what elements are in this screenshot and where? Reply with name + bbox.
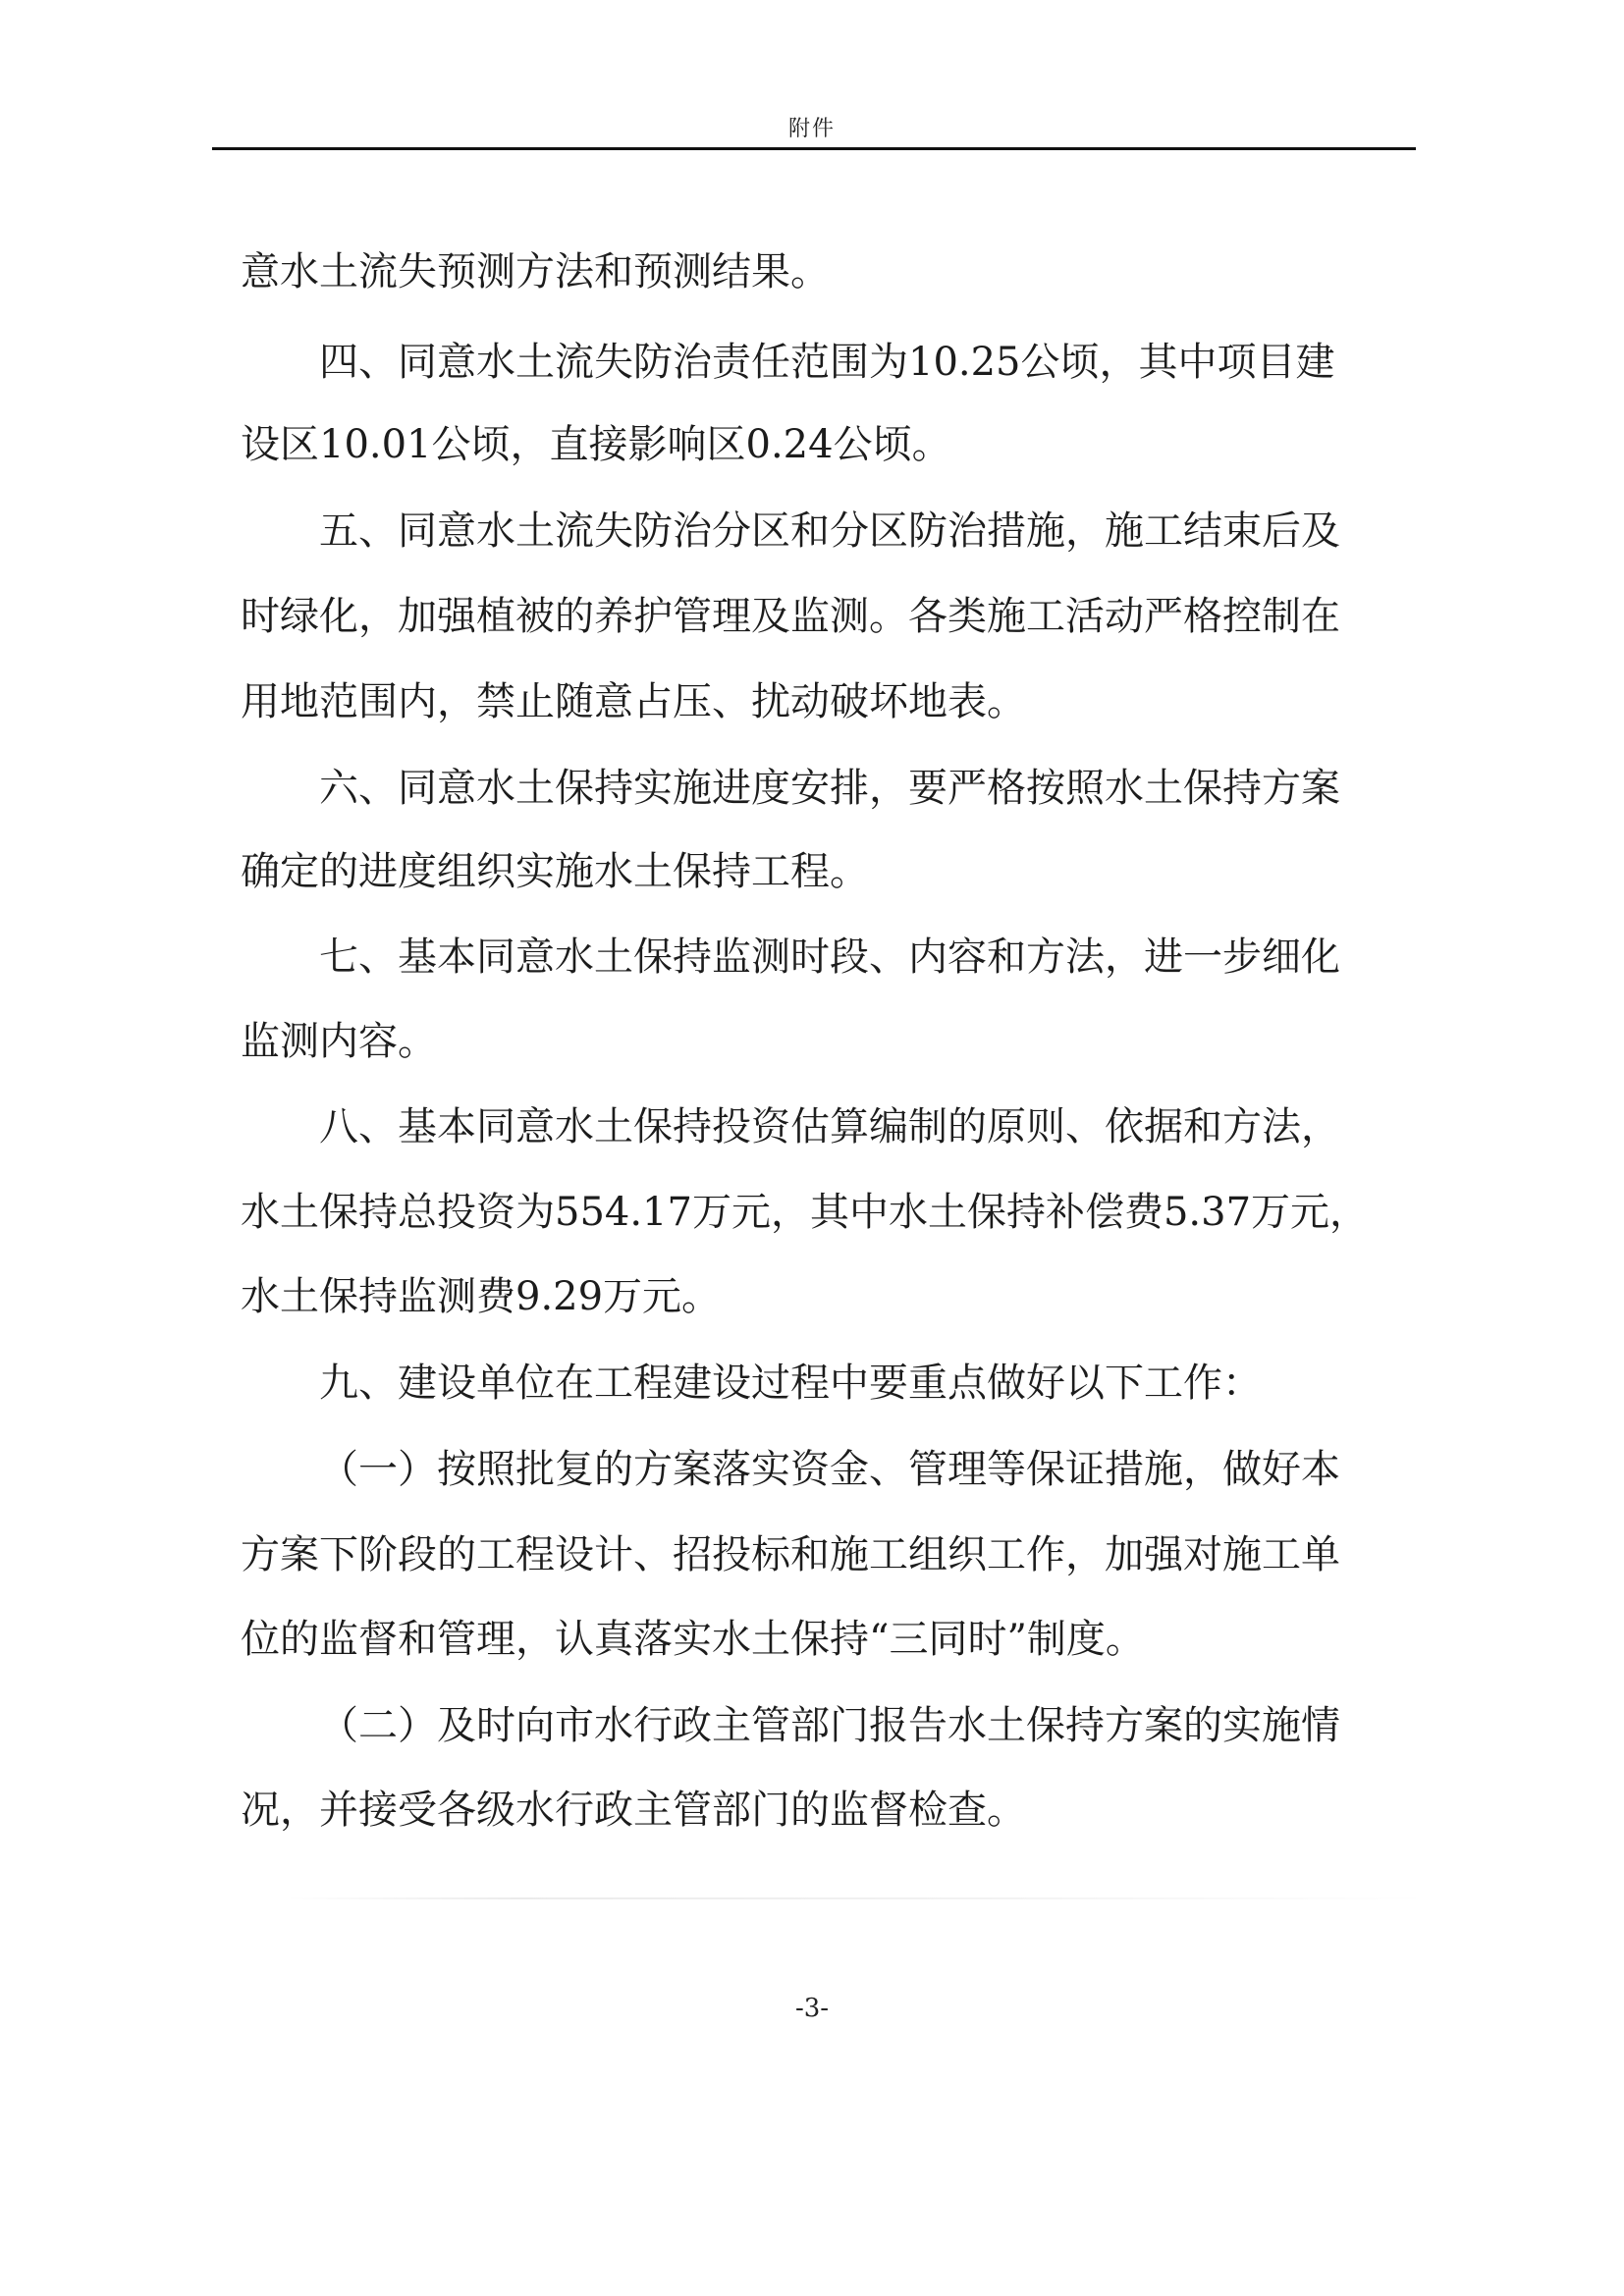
body-line: 五、同意水土流失防治分区和分区防治措施，施工结束后及 — [319, 508, 1340, 554]
body-line: 水土保持总投资为554.17万元，其中水土保持补偿费5.37万元， — [241, 1190, 1370, 1235]
body-line: 八、基本同意水土保持投资估算编制的原则、依据和方法， — [319, 1104, 1340, 1149]
body-line: 方案下阶段的工程设计、招投标和施工组织工作，加强对施工单 — [241, 1532, 1340, 1577]
body-line: （一）按照批复的方案落实资金、管理等保证措施，做好本 — [319, 1447, 1340, 1492]
body-line: 六、同意水土保持实施进度安排，要严格按照水土保持方案 — [319, 766, 1340, 811]
body-line: 水土保持监测费9.29万元。 — [241, 1274, 722, 1319]
body-line: 九、建设单位在工程建设过程中要重点做好以下工作： — [319, 1361, 1262, 1406]
body-line: 确定的进度组织实施水土保持工程。 — [241, 849, 869, 894]
body-line: 意水土流失预测方法和预测结果。 — [241, 249, 830, 294]
header-rule — [212, 147, 1416, 150]
body-line: 七、基本同意水土保持监测时段、内容和方法，进一步细化 — [319, 934, 1340, 980]
body-line: 设区10.01公顷，直接影响区0.24公顷。 — [241, 422, 951, 467]
body-line: 位的监督和管理，认真落实水土保持“三同时”制度。 — [241, 1617, 1145, 1662]
body-line: 四、同意水土流失防治责任范围为10.25公顷，其中项目建 — [319, 340, 1335, 385]
body-line: 监测内容。 — [241, 1019, 437, 1064]
scan-artifact — [285, 1897, 1434, 1899]
body-line: 用地范围内，禁止随意占压、扰动破坏地表。 — [241, 679, 1026, 724]
body-line: 时绿化，加强植被的养护管理及监测。各类施工活动严格控制在 — [241, 594, 1340, 639]
page-number: -3- — [794, 1994, 830, 2023]
header-label: 附件 — [787, 117, 836, 141]
body-line: 况，并接受各级水行政主管部门的监督检查。 — [241, 1788, 1026, 1833]
body-line: （二）及时向市水行政主管部门报告水土保持方案的实施情 — [319, 1703, 1340, 1748]
